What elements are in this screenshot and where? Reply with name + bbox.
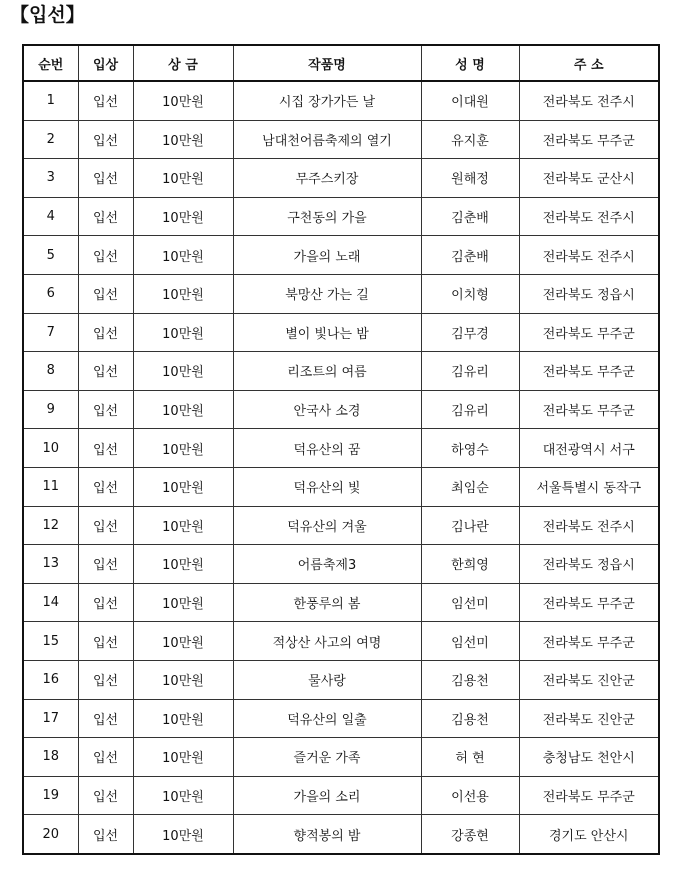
cell-address: 서울특별시 동작구: [519, 467, 659, 506]
cell-prize: 10만원: [133, 236, 233, 275]
cell-rank: 입선: [78, 236, 133, 275]
cell-rank: 입선: [78, 622, 133, 661]
cell-rank: 입선: [78, 660, 133, 699]
header-address: 주 소: [519, 45, 659, 81]
cell-rank: 입선: [78, 352, 133, 391]
table-row: [23, 159, 659, 198]
table-row: [23, 815, 659, 854]
cell-work: 시집 장가가든 날: [233, 81, 421, 120]
cell-address: 대전광역시 서구: [519, 429, 659, 468]
cell-work: 즐거운 가족: [233, 738, 421, 777]
header-name: 성 명: [421, 45, 519, 81]
cell-prize: 10만원: [133, 352, 233, 391]
cell-rank: 입선: [78, 506, 133, 545]
cell-no: 14: [23, 583, 78, 622]
table-row: [23, 390, 659, 429]
cell-prize: 10만원: [133, 197, 233, 236]
table-row: [23, 120, 659, 159]
cell-work: 덕유산의 겨울: [233, 506, 421, 545]
cell-no: 16: [23, 660, 78, 699]
cell-address: 전라북도 무주군: [519, 352, 659, 391]
table-row: [23, 738, 659, 777]
cell-no: 17: [23, 699, 78, 738]
cell-address: 전라북도 군산시: [519, 159, 659, 198]
cell-no: 8: [23, 352, 78, 391]
cell-name: 한희영: [421, 545, 519, 584]
table-row: [23, 81, 659, 120]
cell-no: 15: [23, 622, 78, 661]
cell-no: 1: [23, 81, 78, 120]
cell-rank: 입선: [78, 429, 133, 468]
cell-prize: 10만원: [133, 699, 233, 738]
cell-rank: 입선: [78, 467, 133, 506]
cell-name: 김용천: [421, 660, 519, 699]
table-row: [23, 274, 659, 313]
table-row: [23, 699, 659, 738]
header-no: 순번: [23, 45, 78, 81]
cell-work: 남대천어름축제의 열기: [233, 120, 421, 159]
cell-work: 적상산 사고의 여명: [233, 622, 421, 661]
cell-no: 11: [23, 467, 78, 506]
cell-name: 이대원: [421, 81, 519, 120]
cell-rank: 입선: [78, 776, 133, 815]
cell-name: 최임순: [421, 467, 519, 506]
cell-prize: 10만원: [133, 776, 233, 815]
cell-prize: 10만원: [133, 120, 233, 159]
table-row: [23, 660, 659, 699]
cell-prize: 10만원: [133, 506, 233, 545]
cell-prize: 10만원: [133, 274, 233, 313]
header-rank: 입상: [78, 45, 133, 81]
cell-rank: 입선: [78, 274, 133, 313]
cell-name: 이선용: [421, 776, 519, 815]
cell-no: 10: [23, 429, 78, 468]
cell-name: 원해정: [421, 159, 519, 198]
cell-name: 김용천: [421, 699, 519, 738]
cell-address: 전라북도 전주시: [519, 506, 659, 545]
cell-work: 물사랑: [233, 660, 421, 699]
cell-no: 13: [23, 545, 78, 584]
cell-prize: 10만원: [133, 313, 233, 352]
table-row: [23, 429, 659, 468]
table-row: [23, 622, 659, 661]
cell-prize: 10만원: [133, 583, 233, 622]
cell-name: 김나란: [421, 506, 519, 545]
cell-work: 향적봉의 밤: [233, 815, 421, 854]
table-body: [23, 81, 659, 854]
cell-address: 전라북도 전주시: [519, 197, 659, 236]
cell-no: 19: [23, 776, 78, 815]
cell-work: 가을의 소리: [233, 776, 421, 815]
cell-work: 리조트의 여름: [233, 352, 421, 391]
cell-address: 충청남도 천안시: [519, 738, 659, 777]
cell-address: 전라북도 진안군: [519, 660, 659, 699]
cell-no: 7: [23, 313, 78, 352]
cell-rank: 입선: [78, 313, 133, 352]
cell-address: 전라북도 무주군: [519, 120, 659, 159]
cell-address: 전라북도 무주군: [519, 776, 659, 815]
award-table: [22, 44, 660, 855]
cell-name: 하영수: [421, 429, 519, 468]
cell-no: 2: [23, 120, 78, 159]
cell-rank: 입선: [78, 738, 133, 777]
cell-rank: 입선: [78, 390, 133, 429]
cell-address: 경기도 안산시: [519, 815, 659, 854]
cell-work: 안국사 소경: [233, 390, 421, 429]
cell-name: 임선미: [421, 583, 519, 622]
cell-name: 김유리: [421, 352, 519, 391]
cell-work: 구천동의 가을: [233, 197, 421, 236]
cell-rank: 입선: [78, 159, 133, 198]
header-prize: 상 금: [133, 45, 233, 81]
cell-no: 9: [23, 390, 78, 429]
table-row: [23, 506, 659, 545]
cell-prize: 10만원: [133, 815, 233, 854]
cell-work: 북망산 가는 길: [233, 274, 421, 313]
cell-address: 전라북도 정읍시: [519, 545, 659, 584]
cell-rank: 입선: [78, 815, 133, 854]
table-row: [23, 197, 659, 236]
cell-rank: 입선: [78, 699, 133, 738]
cell-work: 덕유산의 빛: [233, 467, 421, 506]
cell-name: 강종현: [421, 815, 519, 854]
cell-prize: 10만원: [133, 622, 233, 661]
cell-rank: 입선: [78, 81, 133, 120]
cell-name: 김춘배: [421, 236, 519, 275]
cell-no: 12: [23, 506, 78, 545]
cell-work: 무주스키장: [233, 159, 421, 198]
cell-address: 전라북도 무주군: [519, 313, 659, 352]
cell-rank: 입선: [78, 197, 133, 236]
cell-work: 어름축제3: [233, 545, 421, 584]
cell-address: 전라북도 무주군: [519, 622, 659, 661]
cell-name: 임선미: [421, 622, 519, 661]
cell-prize: 10만원: [133, 429, 233, 468]
cell-address: 전라북도 무주군: [519, 390, 659, 429]
cell-address: 전라북도 전주시: [519, 236, 659, 275]
table-header: [23, 45, 659, 81]
cell-no: 4: [23, 197, 78, 236]
cell-work: 가을의 노래: [233, 236, 421, 275]
cell-name: 허 현: [421, 738, 519, 777]
cell-name: 이치형: [421, 274, 519, 313]
table-row: [23, 583, 659, 622]
cell-address: 전라북도 진안군: [519, 699, 659, 738]
cell-prize: 10만원: [133, 467, 233, 506]
cell-name: 김유리: [421, 390, 519, 429]
page-title: 【입선】: [10, 4, 85, 26]
cell-no: 6: [23, 274, 78, 313]
cell-no: 3: [23, 159, 78, 198]
cell-name: 김춘배: [421, 197, 519, 236]
cell-prize: 10만원: [133, 159, 233, 198]
cell-name: 김무경: [421, 313, 519, 352]
cell-rank: 입선: [78, 583, 133, 622]
cell-no: 20: [23, 815, 78, 854]
table-row: [23, 545, 659, 584]
cell-address: 전라북도 무주군: [519, 583, 659, 622]
cell-work: 한풍루의 봄: [233, 583, 421, 622]
table-row: [23, 236, 659, 275]
cell-no: 18: [23, 738, 78, 777]
table-row: [23, 467, 659, 506]
cell-work: 덕유산의 꿈: [233, 429, 421, 468]
cell-address: 전라북도 전주시: [519, 81, 659, 120]
cell-address: 전라북도 정읍시: [519, 274, 659, 313]
cell-work: 별이 빛나는 밤: [233, 313, 421, 352]
cell-rank: 입선: [78, 120, 133, 159]
cell-prize: 10만원: [133, 390, 233, 429]
cell-name: 유지훈: [421, 120, 519, 159]
cell-prize: 10만원: [133, 738, 233, 777]
header-row: [23, 45, 659, 81]
cell-no: 5: [23, 236, 78, 275]
cell-rank: 입선: [78, 545, 133, 584]
cell-prize: 10만원: [133, 81, 233, 120]
cell-prize: 10만원: [133, 545, 233, 584]
table-row: [23, 313, 659, 352]
table-row: [23, 776, 659, 815]
table-row: [23, 352, 659, 391]
cell-work: 덕유산의 일출: [233, 699, 421, 738]
header-work: 작품명: [233, 45, 421, 81]
cell-prize: 10만원: [133, 660, 233, 699]
